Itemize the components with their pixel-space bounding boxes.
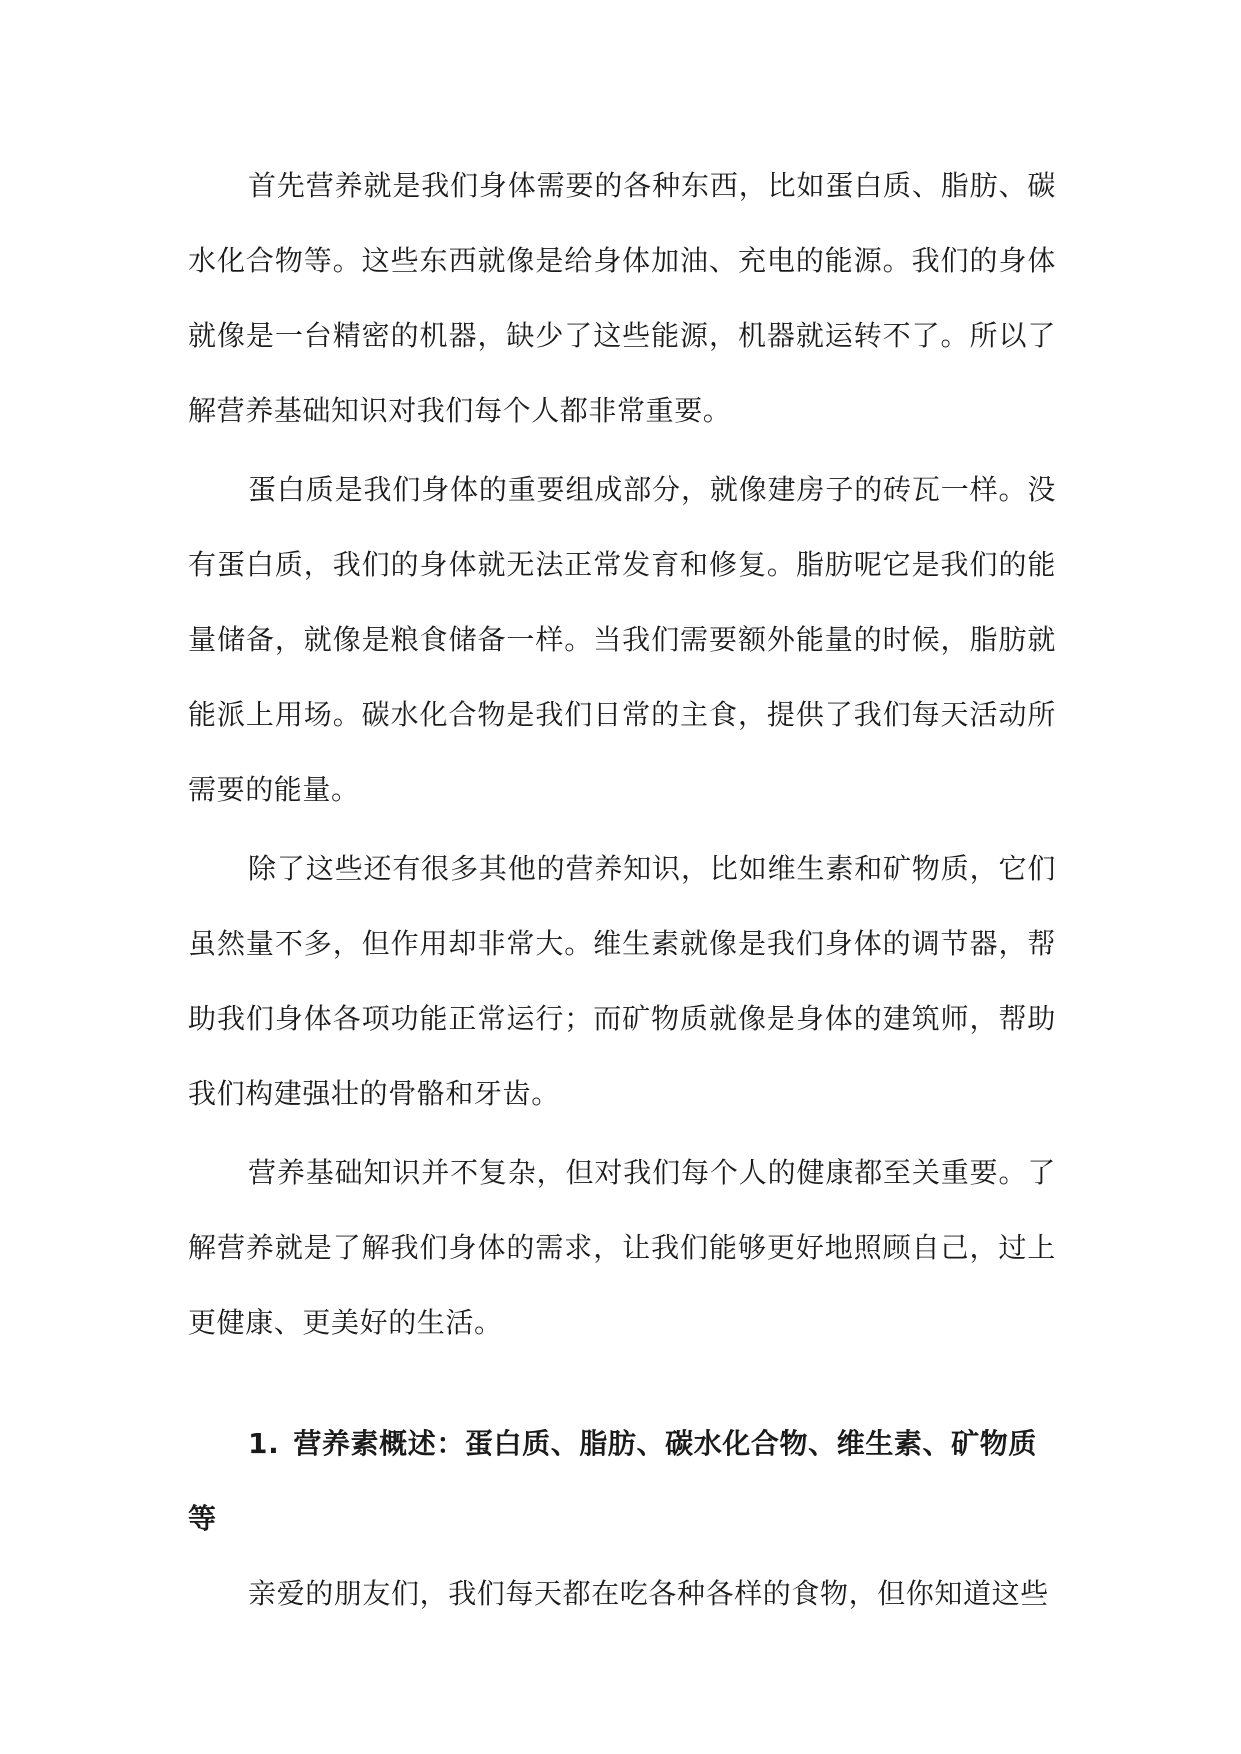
paragraph-1: 首先营养就是我们身体需要的各种东西，比如蛋白质、脂肪、碳水化合物等。这些东西就像是给身体加油、充电的能源。我们的身体就像是一台精密的机器，缺少了这些能源，机器就运转不了。所以了解营养基础知识对我们每个人都非常重要。 [188,169,1056,427]
section-heading [188,1406,1056,1556]
paragraph-3: 除了这些还有很多其他的营养知识，比如维生素和矿物质，它们虽然量不多，但作用却非常大。维生素就像是我们身体的调节器，帮助我们身体各项功能正常运行；而矿物质就像是身体的建筑师，帮助我们构建强壮的骨骼和牙齿。 [188,852,1056,1110]
paragraph-2: 蛋白质是我们身体的重要组成部分，就像建房子的砖瓦一样。没有蛋白质，我们的身体就无法正常发育和修复。脂肪呢它是我们的能量储备，就像是粮食储备一样。当我们需要额外能量的时候，脂肪就能派上用场。碳水化合物是我们日常的主食，提供了我们每天活动所需要的能量。 [188,473,1056,806]
section-heading-text: 营养素概述：蛋白质、脂肪、碳水化合物、维生素、矿物质等 [188,1427,1037,1535]
document-page [188,148,1056,1631]
paragraph-4: 营养基础知识并不复杂，但对我们每个人的健康都至关重要。了解营养就是了解我们身体的需求，让我们能够更好地照顾自己，过上更健康、更美好的生活。 [188,1156,1056,1339]
paragraph-5: 亲爱的朋友们，我们每天都在吃各种各样的食物，但你知道这些 [248,1577,1049,1610]
section-heading-number: 1. [248,1427,280,1460]
